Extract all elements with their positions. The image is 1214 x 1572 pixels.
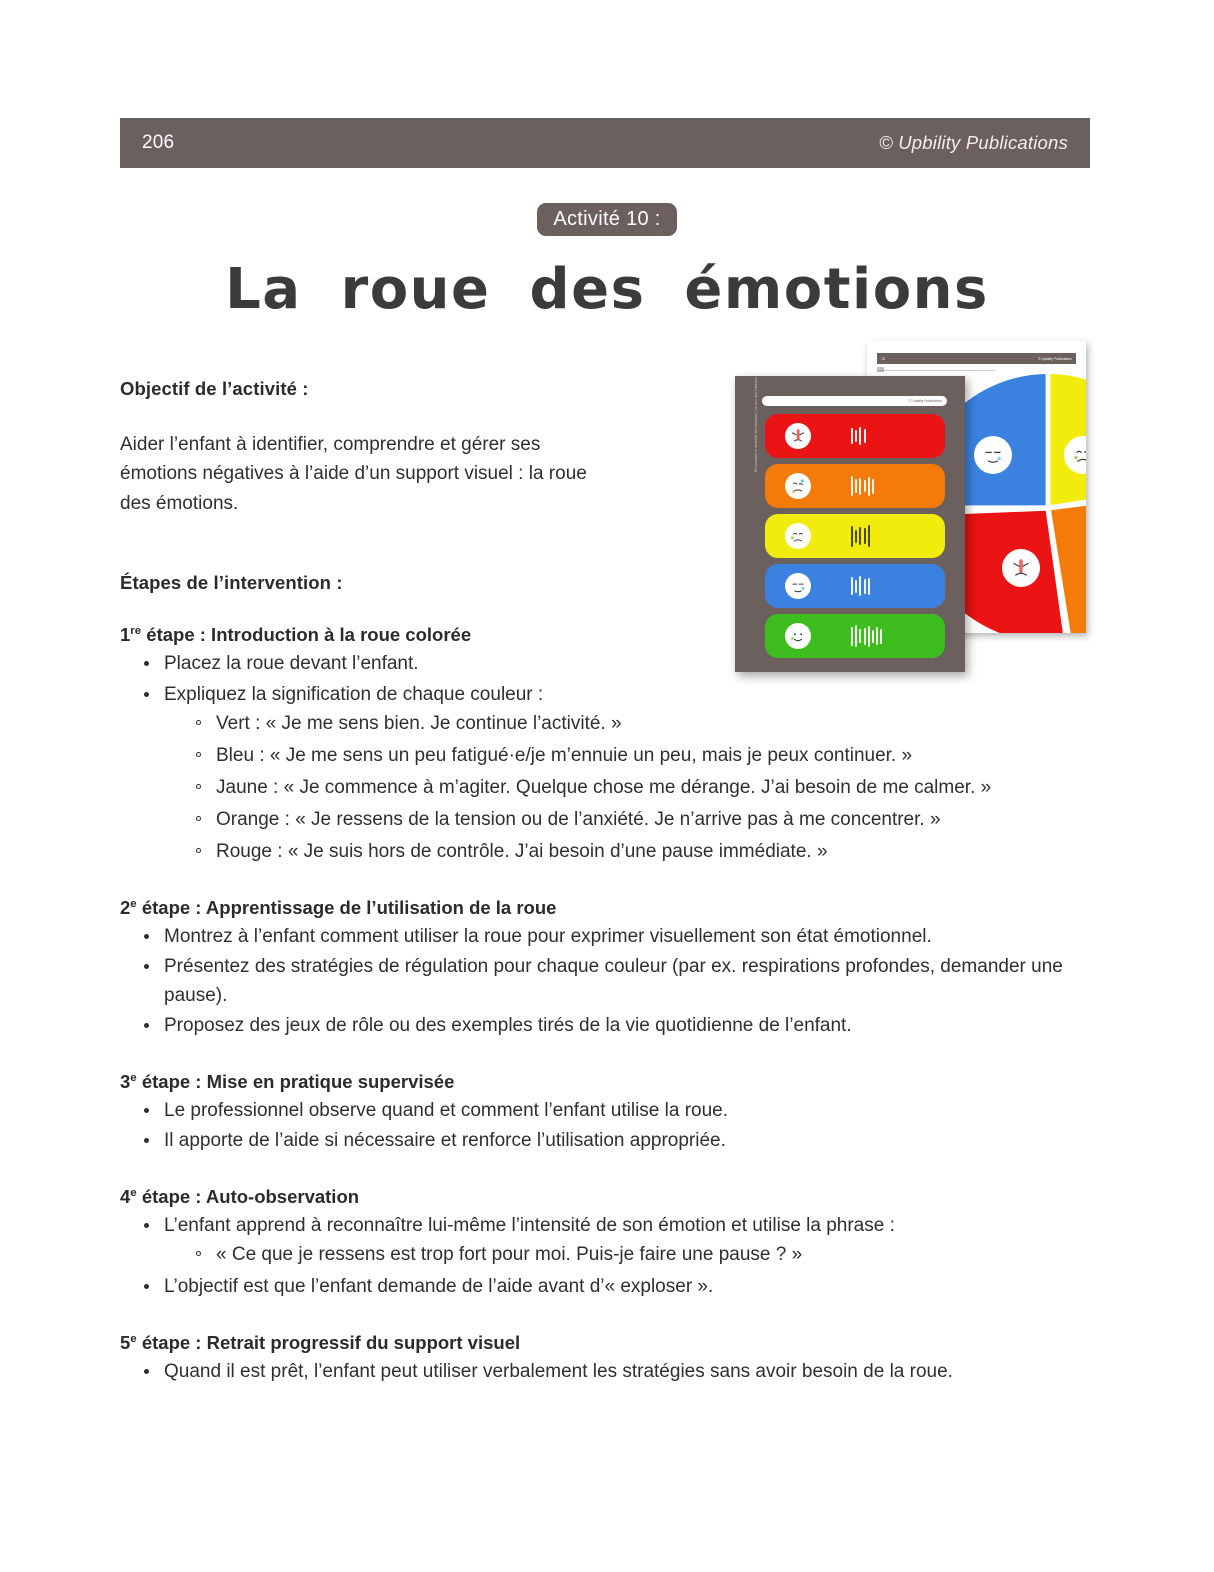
step-title-text: étape : Retrait progressif du support visuel: [136, 1331, 521, 1353]
sub-bullet-item: [194, 838, 1070, 867]
sub-bullet-text: Bleu : « Je me sens un peu fatigué·e/je m’ennuie un peu, mais je peux continuer. »: [216, 745, 913, 767]
step-number: 3: [120, 1070, 131, 1092]
bullet-text: Placez la roue devant l’enfant.: [164, 653, 419, 675]
page-title: La roue des émotions: [225, 257, 989, 322]
step-bullet-list: [120, 650, 1070, 866]
bullet-text: Proposez des jeux de rôle ou des exemples tirés de la vie quotidienne de l’enfant.: [164, 1015, 852, 1037]
step-block: [120, 897, 1070, 1041]
bullet-item: [142, 1212, 1070, 1270]
objective-heading: Objectif de l’activité :: [120, 378, 309, 399]
step-bullet-list: [120, 1358, 1070, 1387]
step-number: 2: [120, 896, 131, 918]
front-page-copyright: © Upbility Publications: [909, 399, 942, 403]
back-page-copyright: © Upbility Publications: [1038, 356, 1072, 361]
step-ordinal-suffix: e: [130, 1186, 137, 1199]
step-title: [120, 1186, 1070, 1208]
bullet-item: [142, 650, 1070, 679]
back-page-number: 76: [881, 356, 885, 361]
sub-bullet-item: [194, 806, 1070, 835]
step-bullet-list: [120, 923, 1070, 1041]
step-ordinal-suffix: e: [130, 1332, 137, 1345]
step-block: [120, 1332, 1070, 1387]
bullet-text: L’objectif est que l’enfant demande de l’aide avant d’« exploser ».: [164, 1276, 714, 1298]
sub-bullet-text: « Ce que je ressens est trop fort pour moi. Puis-je faire une pause ? »: [216, 1244, 803, 1266]
sub-bullet-text: Orange : « Je ressens de la tension ou de l’anxiété. Je n’arrive pas à me concentrer. »: [216, 808, 941, 830]
bullet-text: Expliquez la signification de chaque couleur :: [164, 683, 544, 705]
step-bullet-list: [120, 1212, 1070, 1302]
sub-bullet-list: [164, 710, 1070, 866]
step-number: 5: [120, 1331, 131, 1353]
bullet-item: [142, 681, 1070, 867]
step-block: [120, 1186, 1070, 1302]
activity-badge: Activité 10 :: [537, 203, 676, 236]
step-title-text: étape : Apprentissage de l’utilisation de la roue: [136, 896, 557, 918]
back-page-rule: [877, 370, 995, 371]
bullet-text: Montrez à l’enfant comment utiliser la roue pour exprimer visuellement son état émotionnel.: [164, 925, 932, 947]
step-ordinal-suffix: re: [130, 625, 142, 638]
step-number: 1: [120, 624, 131, 646]
back-page-header-bar: [877, 353, 1076, 364]
sub-bullet-text: Rouge : « Je suis hors de contrôle. J’ai besoin d’une pause immédiate. »: [216, 840, 828, 862]
page-number: 206: [142, 132, 175, 153]
sub-bullet-text: Vert : « Je me sens bien. Je continue l’activité. »: [216, 713, 622, 735]
bullet-text: Quand il est prêt, l’enfant peut utiliser verbalement les stratégies sans avoir besoin de la roue.: [164, 1360, 953, 1382]
step-title-text: étape : Introduction à la roue colorée: [141, 624, 472, 646]
step-bullet-list: [120, 1097, 1070, 1156]
sub-bullet-item: [194, 742, 1070, 771]
page-header-bar: [120, 118, 1090, 168]
bullet-text: L’enfant apprend à reconnaître lui-même l’intensité de son émotion et utilise la phrase :: [164, 1214, 895, 1236]
sub-bullet-item: [194, 710, 1070, 739]
copyright-notice: © Upbility Publications: [879, 132, 1068, 153]
objective-text: Aider l’enfant à identifier, comprendre et gérer ses émotions négatives à l’aide d’un support visuel : la roue des émotions.: [120, 434, 587, 514]
step-title: [120, 1071, 1070, 1093]
document-body: [120, 378, 1070, 1388]
step-title-text: étape : Mise en pratique supervisée: [136, 1070, 455, 1092]
sub-bullet-item: [194, 1241, 1070, 1270]
step-block: [120, 624, 1070, 866]
bullet-item: [142, 1097, 1070, 1126]
step-title: [120, 624, 1070, 646]
bullet-item: [142, 1358, 1070, 1387]
sub-bullet-text: Jaune : « Je commence à m’agiter. Quelque chose me dérange. J’ai besoin de me calmer. »: [216, 777, 992, 799]
step-title: [120, 897, 1070, 919]
step-number: 4: [120, 1185, 131, 1207]
bullet-item: [142, 1012, 1070, 1041]
sub-bullet-item: [194, 774, 1070, 803]
sub-bullet-list: [164, 1241, 1070, 1270]
bullet-item: [142, 1127, 1070, 1156]
bullet-item: [142, 1273, 1070, 1302]
front-page-vertical-caption: Reconnaître et identifier les émotions | La roue des émotions: [754, 376, 758, 472]
step-block: [120, 1071, 1070, 1156]
bullet-text: Le professionnel observe quand et comment l’enfant utilise la roue.: [164, 1099, 729, 1121]
worried-face-icon: [1069, 441, 1086, 469]
step-title-text: étape : Auto-observation: [136, 1185, 360, 1207]
bullet-item: [142, 953, 1070, 1010]
activity-badge-container: [0, 203, 1214, 236]
step-title: [120, 1332, 1070, 1354]
bullet-item: [142, 923, 1070, 952]
bullet-text: Il apporte de l’aide si nécessaire et renforce l’utilisation appropriée.: [164, 1130, 726, 1152]
step-ordinal-suffix: e: [130, 1071, 137, 1084]
step-ordinal-suffix: e: [130, 897, 137, 910]
steps-list: [120, 624, 1070, 1386]
bullet-text: Présentez des stratégies de régulation pour chaque couleur (par ex. respirations profondes, demander une pause).: [164, 956, 1063, 1006]
steps-heading: Étapes de l’intervention :: [120, 572, 343, 594]
